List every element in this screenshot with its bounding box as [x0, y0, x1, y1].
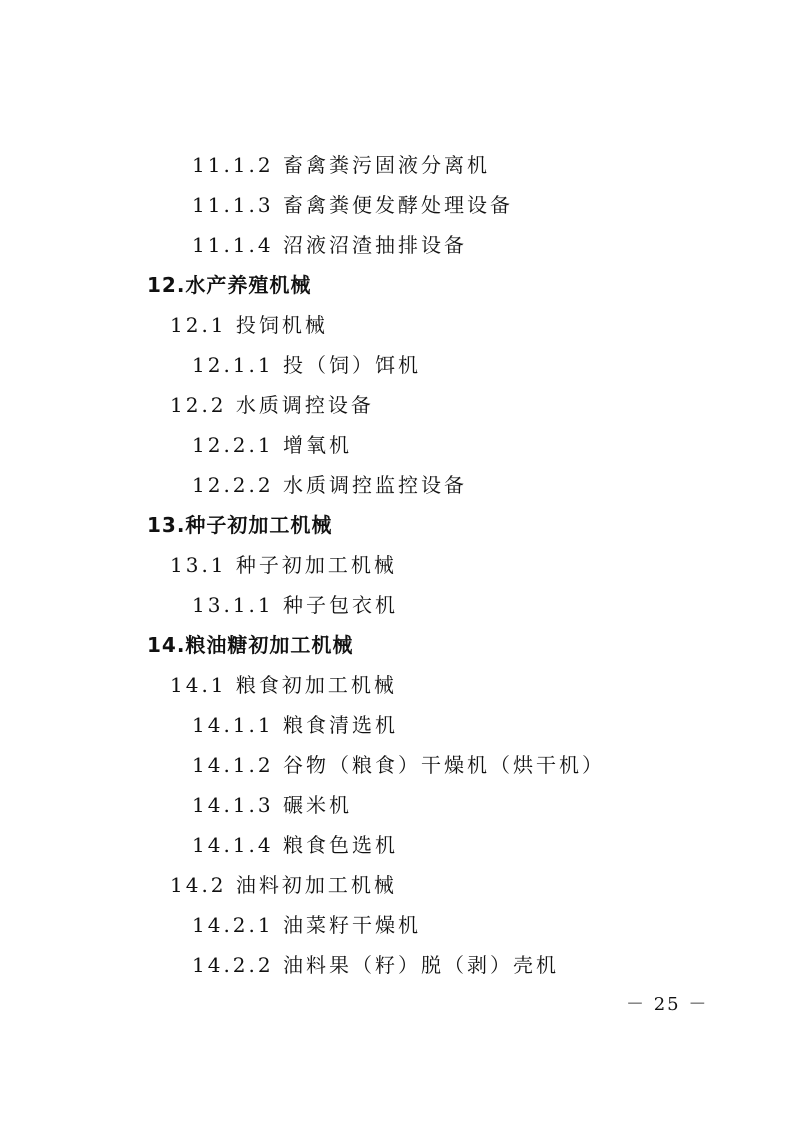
list-item: 14.1.3 碾米机 [192, 793, 352, 817]
list-item: 12.2.1 增氧机 [192, 433, 352, 457]
subsection-item: 14.1 粮食初加工机械 [170, 673, 397, 697]
page-number: － 25 － [626, 994, 709, 1015]
section-heading: 13.种子初加工机械 [147, 513, 333, 537]
list-item: 13.1.1 种子包衣机 [192, 593, 398, 617]
list-item: 14.1.4 粮食色选机 [192, 833, 398, 857]
list-item: 12.2.2 水质调控监控设备 [192, 473, 467, 497]
list-item: 14.1.1 粮食清选机 [192, 713, 398, 737]
list-item: 12.1.1 投（饲）饵机 [192, 353, 421, 377]
list-item: 14.1.2 谷物（粮食）干燥机（烘干机） [192, 753, 605, 777]
list-item: 11.1.2 畜禽粪污固液分离机 [192, 153, 490, 177]
list-item: 14.2.1 油菜籽干燥机 [192, 913, 421, 937]
section-heading: 14.粮油糖初加工机械 [147, 633, 354, 657]
list-item: 14.2.2 油料果（籽）脱（剥）壳机 [192, 953, 559, 977]
subsection-item: 14.2 油料初加工机械 [170, 873, 397, 897]
list-item: 11.1.3 畜禽粪便发酵处理设备 [192, 193, 513, 217]
subsection-item: 12.2 水质调控设备 [170, 393, 374, 417]
list-item: 11.1.4 沼液沼渣抽排设备 [192, 233, 467, 257]
section-heading: 12.水产养殖机械 [147, 273, 312, 297]
subsection-item: 13.1 种子初加工机械 [170, 553, 397, 577]
subsection-item: 12.1 投饲机械 [170, 313, 328, 337]
